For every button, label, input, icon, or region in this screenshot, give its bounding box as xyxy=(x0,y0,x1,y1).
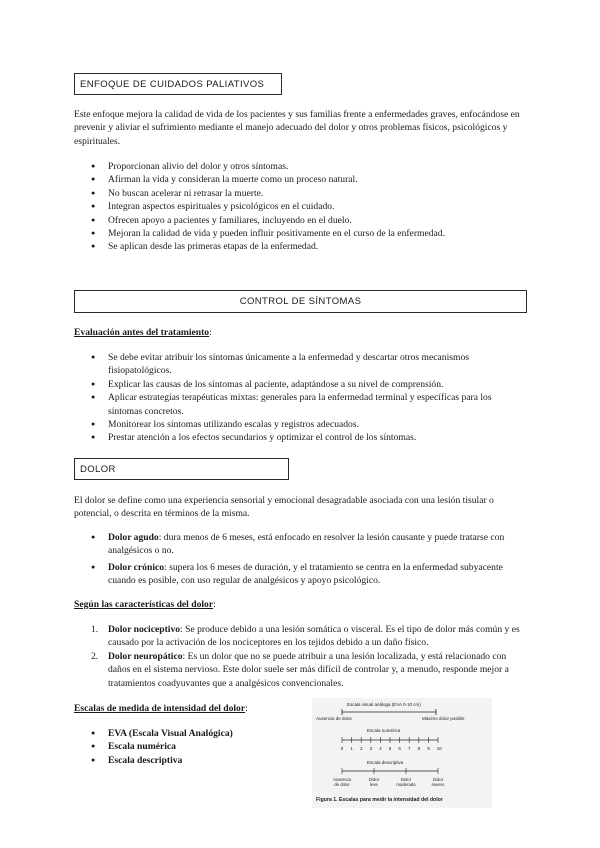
definition: : dura menos de 6 meses, está enfocado en resolver la lesión causante y puede tratarse con analgésicos o no. xyxy=(108,532,505,557)
list-item: ● Afirman la vida y consideran la muerte como un proceso natural. xyxy=(91,173,531,186)
definition: : supera los 6 meses de duración, y el tratamiento se centra en la enfermedad subyacente cuando es posible, con uso regular de analgésicos y apoyo psicológico. xyxy=(108,561,503,587)
evaluation-subheading-line xyxy=(74,326,212,339)
item-number: 2. xyxy=(91,650,99,662)
section-heading-text: CONTROL DE SÍNTOMAS xyxy=(239,296,362,307)
evaluation-subheading: Evaluación antes del tratamiento xyxy=(74,327,210,338)
numeric-tick-label: 8 xyxy=(417,746,421,751)
scales-heading-line xyxy=(74,702,248,715)
pain-intro: El dolor se define como una experiencia sensorial y emocional desagradable asociada con una lesión tisular o potencial, o descrita en términos de la misma. xyxy=(74,495,494,520)
section-heading-text: DOLOR xyxy=(80,463,116,475)
descriptive-title: Escala descriptiva xyxy=(367,760,404,765)
section-heading-text: ENFOQUE DE CUIDADOS PALIATIVOS xyxy=(80,78,265,90)
descriptive-label: de dolor xyxy=(334,782,350,787)
numeric-tick-label: 1 xyxy=(350,746,353,751)
descriptive-label: Dolor xyxy=(400,777,412,782)
section-heading-pain xyxy=(74,458,289,480)
characteristics-heading: Según las características del dolor xyxy=(74,599,214,610)
numeric-tick-label: 0 xyxy=(340,746,344,751)
numeric-tick-label: 6 xyxy=(398,746,401,751)
eva-left-label: Ausencia de dolor xyxy=(316,716,353,721)
numeric-title: Escala numérica xyxy=(367,728,401,733)
numeric-tick-label: 4 xyxy=(379,746,382,751)
characteristics-list xyxy=(91,623,521,690)
characteristics-heading-line xyxy=(74,598,216,611)
palliative-bullet-list xyxy=(91,160,531,254)
descriptive-label: moderado xyxy=(396,782,416,787)
eva-title: Escala visual análoga (EVA 0-10 cm) xyxy=(347,702,421,707)
numeric-tick-label: 3 xyxy=(369,746,373,751)
list-item: ● Se debe evitar atribuir los síntomas únicamente a la enfermedad y descartar otros mecanismos fisiopatológicos. xyxy=(91,351,521,378)
descriptive-label: Dolor xyxy=(432,777,444,782)
list-item: ● Explicar las causas de los síntomas al paciente, adaptándose a su nivel de comprensión. xyxy=(91,378,521,391)
term: Dolor crónico xyxy=(108,561,165,573)
pain-duration-list xyxy=(91,531,521,588)
list-item: ● Aplicar estrategias terapéuticas mixtas: generales para la enfermedad terminal y específicas para los síntomas concretos. xyxy=(91,391,521,418)
pain-scales-svg xyxy=(312,698,492,808)
descriptive-label: leve xyxy=(370,782,378,787)
colon: : xyxy=(213,599,216,610)
numeric-tick-label: 2 xyxy=(360,746,363,751)
list-item xyxy=(91,623,521,650)
figure-caption: Figura 1. Escalas para medir la intensidad del dolor xyxy=(316,797,443,803)
list-item: ● Se aplican desde las primeras etapas de la enfermedad. xyxy=(91,240,531,253)
numeric-tick-label: 9 xyxy=(427,746,430,751)
section-heading-symptoms xyxy=(74,290,527,313)
item-number: 1. xyxy=(91,624,99,635)
numeric-tick-label: 10 xyxy=(436,746,442,751)
scales-heading: Escalas de medida de intensidad del dolor xyxy=(74,703,246,714)
list-item: ● Escala numérica xyxy=(91,740,291,753)
list-item xyxy=(91,561,521,588)
term: Dolor agudo xyxy=(108,532,159,543)
colon: : xyxy=(209,327,212,338)
list-item xyxy=(91,650,521,690)
list-item: ● Prestar atención a los efectos secundarios y optimizar el control de los síntomas. xyxy=(91,431,521,444)
list-item xyxy=(91,531,521,558)
term: Dolor neuropático xyxy=(108,650,183,662)
descriptive-label: Ausencia xyxy=(333,777,351,782)
figure-background xyxy=(312,698,492,808)
definition: : Es un dolor que no se puede atribuir a una lesión localizada, y está relacionado con daños en el sistema nervioso. Este dolor suele ser más difícil de controlar y, a menudo, responde mejor a tratamientos coadyuvantes que a analgésicos convencionales. xyxy=(108,650,509,689)
palliative-intro: Este enfoque mejora la calidad de vida de los pacientes y sus familias frente a enfermedades graves, enfocándose en prevenir y aliviar el sufrimiento mediante el manejo adecuado del dolor y otros problemas físicos, psicológicos y espirituales. xyxy=(74,109,520,147)
term: Dolor nociceptivo xyxy=(108,624,181,635)
numeric-tick-label: 7 xyxy=(408,746,411,751)
section-heading-palliative xyxy=(74,73,282,95)
list-item: ● Mejoran la calidad de vida y pueden influir positivamente en el curso de la enfermedad. xyxy=(91,227,531,240)
list-item: ● EVA (Escala Visual Analógica) xyxy=(91,727,291,740)
descriptive-label: Dolor xyxy=(368,777,380,782)
list-item: ● Monitorear los síntomas utilizando escalas y registros adecuados. xyxy=(91,418,521,431)
descriptive-label: severo xyxy=(431,782,445,787)
definition: : Se produce debido a una lesión somática o visceral. Es el tipo de dolor más común y es causado por la activación de los nociceptores en los tejidos debido a un daño físico. xyxy=(108,624,520,649)
list-item: ● No buscan acelerar ni retrasar la muerte. xyxy=(91,187,531,200)
symptoms-bullet-list xyxy=(91,351,521,445)
list-item: ● Proporcionan alivio del dolor y otros síntomas. xyxy=(91,160,531,173)
numeric-tick-label: 5 xyxy=(388,746,392,751)
colon: : xyxy=(245,703,248,714)
list-item: ● Escala descriptiva xyxy=(91,754,291,767)
scales-list xyxy=(91,727,291,767)
list-item: ● Ofrecen apoyo a pacientes y familiares, incluyendo en el duelo. xyxy=(91,214,531,227)
eva-right-label: Máximo dolor posible xyxy=(422,716,465,721)
list-item: ● Integran aspectos espirituales y psicológicos en el cuidado. xyxy=(91,200,531,213)
pain-scales-figure xyxy=(312,698,492,808)
